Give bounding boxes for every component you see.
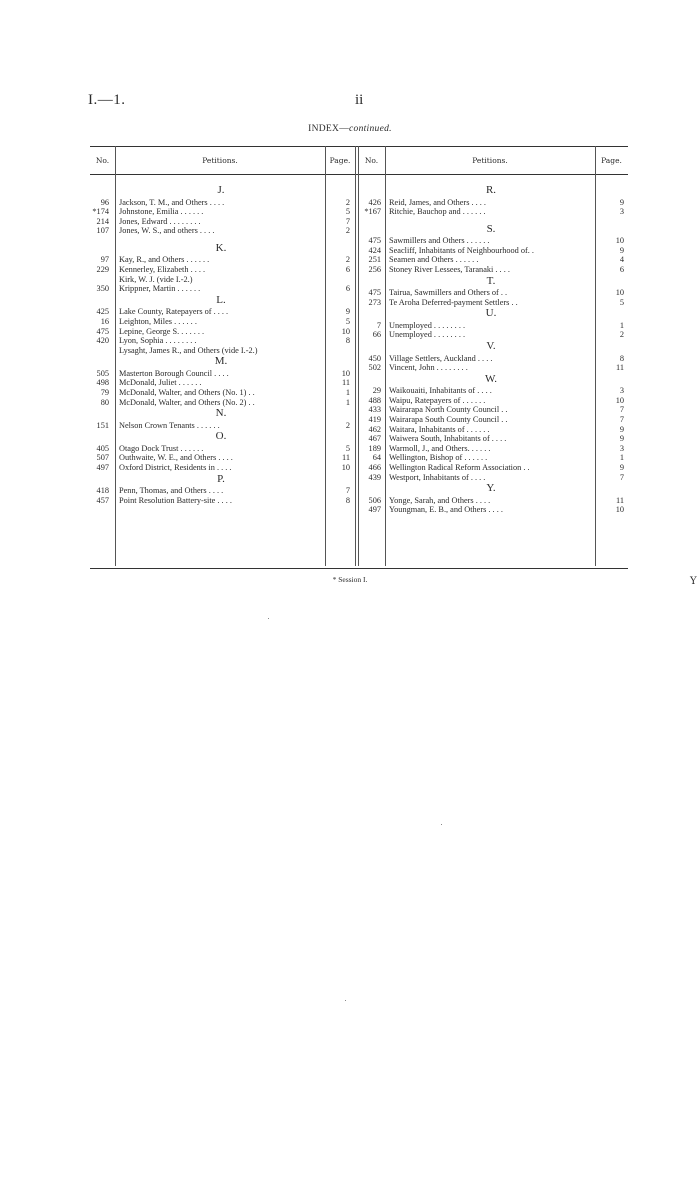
entry-petition: Waikouaiti, Inhabitants of . . . .: [389, 386, 492, 396]
entry-page: 2: [345, 255, 350, 265]
column-divider: [355, 146, 356, 566]
page-number: ii: [355, 92, 364, 108]
entry-page: 8: [345, 495, 350, 505]
entry-petition: Jones, W. S., and others . . . .: [119, 226, 215, 236]
entry-page: 1: [619, 320, 624, 330]
section-letter: J.: [217, 184, 225, 196]
entry-page: 2: [345, 420, 350, 430]
entry-number: 96: [100, 197, 109, 207]
entry-petition: Ritchie, Bauchop and . . . . . .: [389, 207, 486, 217]
entry-number: 507: [96, 453, 109, 463]
entry-page: 9: [619, 434, 624, 444]
entry-page: 8: [619, 353, 624, 363]
section-letter: V.: [486, 340, 496, 352]
entry-number: 350: [96, 284, 109, 294]
entry-page: 7: [345, 216, 350, 226]
entry-petition: Village Settlers, Auckland . . . .: [389, 353, 493, 363]
header-petitions-right: Petitions.: [472, 156, 508, 165]
section-letter: N.: [215, 407, 227, 420]
entry-number: 502: [368, 363, 381, 373]
entry-petition: Unemployed . . . . . . . .: [389, 320, 466, 330]
entry-number: 462: [368, 424, 381, 434]
column-divider: [115, 146, 116, 566]
entry-page: 10: [341, 368, 350, 378]
entry-page: 10: [615, 236, 624, 246]
entry-page: 2: [345, 197, 350, 207]
entry-page: 11: [342, 378, 350, 388]
entry-page: 11: [616, 495, 624, 505]
entry-petition: Wellington, Bishop of . . . . . .: [389, 453, 488, 463]
column-divider: [325, 146, 326, 566]
entry-page: 9: [345, 307, 350, 317]
entry-number: 29: [372, 386, 381, 396]
entry-petition: Outhwaite, W. E., and Others . . . .: [119, 453, 233, 463]
header-page-right: Page.: [601, 156, 622, 165]
section-letter: W.: [484, 372, 498, 385]
entry-number: 475: [368, 236, 381, 246]
entry-page: 3: [619, 386, 624, 396]
entry-page: 10: [615, 505, 624, 515]
entry-petition: Jones, Edward . . . . . . . .: [119, 216, 201, 226]
section-letter: S.: [486, 222, 496, 235]
paper-speck: [441, 824, 442, 825]
entry-number: 229: [96, 265, 109, 274]
entry-number: 467: [368, 434, 381, 444]
entry-page: 5: [345, 316, 350, 326]
entry-number: 214: [96, 216, 109, 226]
entry-number: 7: [376, 320, 381, 330]
entry-number: 66: [372, 330, 381, 340]
table-top-rule: [90, 146, 628, 147]
entry-number: 418: [96, 486, 109, 496]
entry-petition: Penn, Thomas, and Others . . . .: [119, 486, 224, 496]
index-title-main: INDEX—: [308, 124, 349, 134]
entry-number: 419: [368, 415, 381, 424]
entry-petition: Seamen and Others . . . . . .: [389, 255, 479, 265]
entry-page: 3: [619, 207, 624, 217]
index-title-continued: continued.: [349, 124, 392, 134]
entry-petition: Sawmillers and Others . . . . . .: [389, 236, 490, 246]
entry-page: 6: [619, 265, 624, 274]
entry-petition: Youngman, E. B., and Others . . . .: [389, 505, 503, 515]
entry-petition: Oxford District, Residents in . . . .: [119, 463, 232, 472]
entry-number: 405: [96, 443, 109, 453]
entry-petition: Waiwera South, Inhabitants of . . . .: [389, 434, 507, 444]
entry-number: 420: [96, 336, 109, 346]
margin-mark: Y: [690, 576, 697, 587]
section-letter: T.: [486, 274, 496, 287]
entry-petition: Waitara, Inhabitants of . . . . . .: [389, 424, 490, 434]
entry-number: 79: [100, 388, 109, 397]
entry-page: 1: [619, 453, 624, 463]
entry-number: 497: [368, 505, 381, 515]
entry-petition: Masterton Borough Council . . . .: [119, 368, 229, 378]
header-petitions-left: Petitions.: [202, 156, 238, 165]
entry-petition: Reid, James, and Others . . . .: [389, 197, 487, 207]
entry-number: 498: [96, 378, 109, 388]
entry-page: 7: [619, 415, 624, 424]
entry-page: 2: [619, 330, 624, 340]
entry-number: 273: [368, 297, 381, 307]
entry-number: 189: [368, 443, 381, 453]
entry-number: 488: [368, 395, 381, 405]
entry-petition: Warmoll, J., and Others. . . . . .: [389, 443, 491, 453]
entry-number: 80: [100, 397, 109, 407]
entry-page: 10: [341, 326, 350, 336]
entry-number: 251: [368, 255, 381, 265]
entry-petition: Wellington Radical Reform Association . .: [389, 463, 530, 472]
entry-number: 506: [368, 495, 381, 505]
entry-page: 3: [619, 443, 624, 453]
entry-number: 426: [368, 197, 381, 207]
entry-number: 433: [368, 405, 381, 415]
entry-number: *167: [364, 207, 381, 217]
entry-petition: Kirk, W. J. (vide I.-2.): [119, 274, 193, 284]
entry-page: 7: [619, 472, 624, 482]
entry-petition: Nelson Crown Tenants . . . . . .: [119, 420, 220, 430]
entry-page: 9: [619, 424, 624, 434]
entry-number: 457: [96, 495, 109, 505]
entry-number: 97: [100, 255, 109, 265]
index-title: [0, 124, 700, 134]
entry-petition: McDonald, Walter, and Others (No. 1) . .: [119, 388, 255, 397]
entry-page: 6: [345, 284, 350, 294]
paper-speck: [345, 1000, 346, 1001]
entry-petition: McDonald, Walter, and Others (No. 2) . .: [119, 397, 255, 407]
entry-number: 425: [96, 307, 109, 317]
table-bottom-rule: [90, 568, 628, 569]
entry-petition: Westport, Inhabitants of . . . .: [389, 472, 486, 482]
section-letter: P.: [217, 472, 225, 485]
entry-page: 11: [342, 453, 350, 463]
entry-page: 1: [345, 397, 350, 407]
entry-number: *174: [92, 207, 109, 217]
header-page-left: Page.: [329, 156, 351, 165]
entry-petition: Point Resolution Battery-site . . . .: [119, 495, 232, 505]
entry-petition: Lysaght, James R., and Others (vide I.-2.): [119, 345, 258, 355]
entry-page: 9: [619, 197, 624, 207]
entry-number: 64: [372, 453, 381, 463]
section-letter: U.: [485, 307, 497, 320]
entry-page: 6: [345, 265, 350, 274]
paper-speck: [268, 618, 269, 619]
entry-number: 16: [100, 316, 109, 326]
entry-number: 107: [96, 226, 109, 236]
column-divider: [385, 146, 386, 566]
entry-page: 9: [619, 245, 624, 255]
section-letter: L.: [216, 293, 226, 306]
entry-page: 5: [345, 443, 350, 453]
entry-number: 439: [368, 472, 381, 482]
entry-petition: Tairua, Sawmillers and Others of . .: [389, 288, 508, 298]
entry-page: 10: [615, 288, 624, 298]
header-no-right: No.: [364, 156, 379, 165]
header-no-left: No.: [95, 156, 110, 165]
entry-petition: Otago Dock Trust . . . . . .: [119, 443, 204, 453]
section-letter: R.: [485, 184, 497, 196]
entry-number: 475: [96, 326, 109, 336]
section-letter: Y.: [486, 482, 496, 495]
entry-petition: Leighton, Miles . . . . . .: [119, 316, 197, 326]
entry-page: 8: [345, 336, 350, 346]
entry-page: 7: [345, 486, 350, 496]
entry-page: 5: [345, 207, 350, 217]
entry-number: 256: [368, 265, 381, 274]
entry-petition: Lake County, Ratepayers of . . . .: [119, 307, 229, 317]
entry-page: 5: [619, 297, 624, 307]
entry-petition: Kennerley, Elizabeth . . . .: [119, 265, 206, 274]
entry-page: 2: [345, 226, 350, 236]
entry-page: 9: [619, 463, 624, 472]
entry-number: 450: [368, 353, 381, 363]
entry-page: 1: [345, 388, 350, 397]
section-letter: M.: [214, 355, 228, 368]
entry-petition: Te Aroha Deferred-payment Settlers . .: [389, 297, 518, 307]
entry-page: 4: [619, 255, 624, 265]
entry-petition: Wairarapa North County Council . .: [389, 405, 508, 415]
entry-page: 10: [615, 395, 624, 405]
entry-petition: Waipu, Ratepayers of . . . . . .: [389, 395, 486, 405]
entry-petition: Lyon, Sophia . . . . . . . .: [119, 336, 197, 346]
entry-page: 11: [616, 363, 624, 373]
entry-petition: McDonald, Juliet . . . . . .: [119, 378, 202, 388]
entry-petition: Stoney River Lessees, Taranaki . . . .: [389, 265, 510, 274]
entry-number: 466: [368, 463, 381, 472]
entry-number: 475: [368, 288, 381, 298]
entry-number: 505: [96, 368, 109, 378]
entry-petition: Lepine, George S. . . . . . .: [119, 326, 205, 336]
table-header-rule: [90, 174, 628, 175]
entry-number: 497: [96, 463, 109, 472]
entry-petition: Vincent, John . . . . . . . .: [389, 363, 468, 373]
entry-page: 10: [341, 463, 350, 472]
entry-petition: Jackson, T. M., and Others . . . .: [119, 197, 225, 207]
entry-petition: Kay, R., and Others . . . . . .: [119, 255, 210, 265]
entry-petition: Wairarapa South County Council . .: [389, 415, 508, 424]
entry-number: 424: [368, 245, 381, 255]
entry-petition: Seacliff, Inhabitants of Neighbourhood of. .: [389, 245, 535, 255]
entry-petition: Krippner, Martin . . . . . .: [119, 284, 201, 294]
petitions-index-table: [90, 144, 628, 570]
entry-petition: Unemployed . . . . . . . .: [389, 330, 466, 340]
entry-petition: Johnstone, Emilia . . . . . .: [119, 207, 204, 217]
section-letter: O.: [215, 430, 227, 443]
entry-page: 7: [619, 405, 624, 415]
section-letter: K.: [215, 241, 227, 254]
entry-petition: Yonge, Sarah, and Others . . . .: [389, 495, 491, 505]
document-reference: I.—1.: [88, 92, 126, 108]
entry-number: 151: [96, 420, 109, 430]
footnote: * Session I.: [332, 575, 368, 584]
column-divider: [595, 146, 596, 566]
